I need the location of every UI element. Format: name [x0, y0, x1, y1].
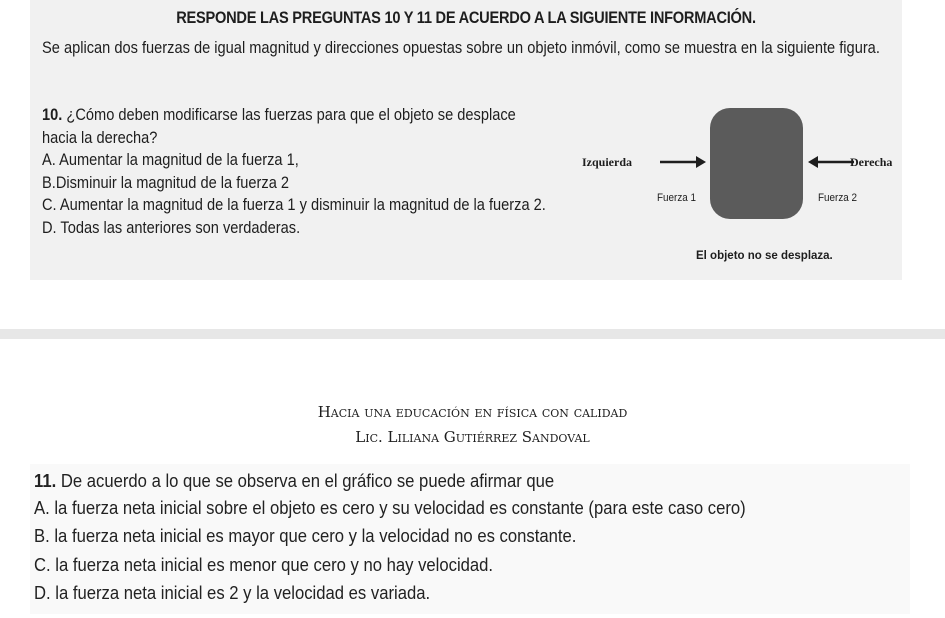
question-10-option-c: C. Aumentar la magnitud de la fuerza 1 y disminuir la magnitud de la fuerza 2.: [42, 195, 546, 215]
question-11-option-b: B. la fuerza neta inicial es mayor que cero y la velocidad no es constante.: [34, 525, 577, 546]
object-block: [710, 108, 803, 219]
section-heading: RESPONDE LAS PREGUNTAS 10 Y 11 DE ACUERDO A LA SIGUIENTE INFORMACIÓN.: [176, 8, 756, 27]
question-10-panel: [30, 0, 902, 280]
force-2-arrow-icon: [806, 155, 856, 169]
question-11-option-d: D. la fuerza neta inicial es 2 y la velocidad es variada.: [34, 582, 431, 603]
force-1-arrow-icon: [658, 155, 708, 169]
credit-line-2: Lic. Liliana Gutiérrez Sandoval: [355, 428, 590, 446]
left-direction-label: Izquierda: [582, 155, 633, 169]
figure-caption: El objeto no se desplaza.: [696, 250, 833, 262]
question-10-stem-line2: hacia la derecha?: [42, 127, 158, 147]
question-10-number: 10.: [42, 105, 63, 124]
force-2-label: Fuerza 2: [818, 192, 858, 204]
question-11-option-a: A. la fuerza neta inicial sobre el objeto es cero y su velocidad es constante (para este caso cero): [34, 497, 746, 518]
question-11: [30, 464, 910, 614]
question-11-stem: 11. De acuerdo a lo que se observa en el gráfico se puede afirmar que: [34, 470, 555, 491]
page-divider: [0, 329, 945, 339]
credit-line-1: Hacia una educación en física con calidad: [317, 403, 628, 421]
force-diagram: [578, 104, 908, 274]
question-11-option-c: C. la fuerza neta inicial es menor que cero y no hay velocidad.: [34, 554, 494, 575]
right-direction-label: Derecha: [850, 155, 893, 169]
question-10-option-a: A. Aumentar la magnitud de la fuerza 1,: [42, 150, 299, 170]
question-10-option-b: B.Disminuir la magnitud de la fuerza 2: [42, 172, 290, 192]
question-10: [42, 104, 642, 240]
question-11-number: 11.: [34, 470, 57, 491]
force-1-label: Fuerza 1: [657, 192, 697, 204]
intro-text: Se aplican dos fuerzas de igual magnitud y direcciones opuestas sobre un objeto inmóvil, como se muestra en la siguiente figura.: [42, 38, 880, 57]
question-10-stem-line1: 10. ¿Cómo deben modificarse las fuerzas para que el objeto se desplace: [42, 105, 516, 124]
question-10-option-d: D. Todas las anteriores son verdaderas.: [42, 217, 301, 237]
